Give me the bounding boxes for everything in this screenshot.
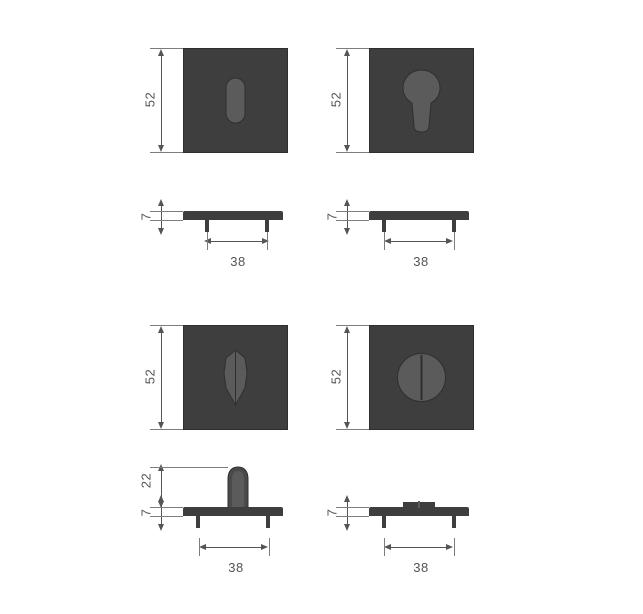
side-pin-right xyxy=(265,220,269,232)
dim-arrow-down xyxy=(158,145,164,152)
ext-line-width-right xyxy=(267,232,268,250)
side-coin-lug-slot xyxy=(418,501,420,508)
dim-arrow-thickness-down xyxy=(344,524,350,531)
ext-line-width-left xyxy=(384,538,385,556)
dim-line-height xyxy=(161,52,162,149)
dim-arrow-thickness-up xyxy=(158,495,164,502)
side-pin-left xyxy=(196,516,200,528)
ext-line-thickness-top xyxy=(150,507,183,508)
ext-line-width-right xyxy=(454,538,455,556)
dim-label-thickness: 7 xyxy=(324,212,340,221)
view-thumbturn-rosette xyxy=(0,290,320,614)
ext-line-width-left xyxy=(207,232,208,250)
dim-label-height: 52 xyxy=(142,368,158,385)
side-bar xyxy=(369,211,469,220)
ext-line-width-left xyxy=(384,232,385,250)
dim-arrow-width-left xyxy=(199,544,206,550)
side-bar xyxy=(183,211,283,220)
dim-line-thickness xyxy=(161,502,162,524)
side-pin-left xyxy=(205,220,209,232)
side-bar xyxy=(369,507,469,516)
side-pin-right xyxy=(452,220,456,232)
dim-arrow-thickness-up xyxy=(158,199,164,206)
dim-line-height xyxy=(347,329,348,426)
dim-line-height xyxy=(347,52,348,149)
ext-line-width-left xyxy=(199,538,200,556)
ext-line-bottom xyxy=(150,152,183,153)
ext-line-top xyxy=(336,48,369,49)
ext-line-bottom xyxy=(336,152,369,153)
ext-line-thickness-bottom xyxy=(150,220,183,221)
ext-line-thickness-bottom xyxy=(150,516,183,517)
dim-arrow-width-right xyxy=(261,544,268,550)
dim-line-height xyxy=(161,329,162,426)
ext-line-width-right xyxy=(454,232,455,250)
dim-line-width xyxy=(388,547,450,548)
dim-arrow-width-left xyxy=(384,544,391,550)
dim-label-width: 38 xyxy=(413,254,429,269)
ext-line-thickness-bottom xyxy=(336,220,369,221)
view-oval-keyhole-rosette xyxy=(0,0,320,290)
dim-arrow-width-right xyxy=(446,238,453,244)
dim-label-knob-height: 22 xyxy=(138,472,154,489)
dim-arrow-width-left xyxy=(384,238,391,244)
dim-label-height: 52 xyxy=(328,91,344,108)
dim-arrow-up xyxy=(158,326,164,333)
coin-slot-disc-cutout xyxy=(369,325,474,430)
dim-line-thickness xyxy=(347,206,348,228)
dim-arrow-width-right xyxy=(446,544,453,550)
dim-label-thickness: 7 xyxy=(138,212,154,221)
dim-arrow-down xyxy=(344,145,350,152)
dim-label-height: 52 xyxy=(142,91,158,108)
dim-line-thickness xyxy=(347,502,348,524)
dim-line-thickness xyxy=(161,206,162,228)
ext-line-top xyxy=(336,325,369,326)
dim-label-thickness: 7 xyxy=(324,508,340,517)
ext-line-top xyxy=(150,48,183,49)
dim-label-width: 38 xyxy=(230,254,246,269)
thumbturn-knob-cutout xyxy=(183,325,288,430)
dim-arrow-down xyxy=(158,422,164,429)
ext-line-thickness-top xyxy=(150,211,183,212)
ext-line-thickness-top xyxy=(336,211,369,212)
euro-profile-keyhole-cutout xyxy=(369,48,474,153)
ext-line-bottom xyxy=(336,429,369,430)
dim-arrow-thickness-up xyxy=(344,199,350,206)
dim-arrow-thickness-down xyxy=(158,228,164,235)
side-pin-left xyxy=(382,516,386,528)
dim-line-width xyxy=(203,547,265,548)
dim-arrow-thickness-up xyxy=(344,495,350,502)
ext-line-top xyxy=(150,325,183,326)
side-knob xyxy=(216,465,260,509)
side-pin-right xyxy=(266,516,270,528)
ext-line-bottom xyxy=(150,429,183,430)
dim-arrow-up xyxy=(158,49,164,56)
view-coin-release-rosette xyxy=(320,290,643,614)
dim-label-width: 38 xyxy=(413,560,429,575)
dim-label-width: 38 xyxy=(228,560,244,575)
side-pin-right xyxy=(452,516,456,528)
dim-arrow-thickness-down xyxy=(158,524,164,531)
dim-arrow-down xyxy=(344,422,350,429)
ext-line-thickness-bottom xyxy=(336,516,369,517)
dim-arrow-up xyxy=(344,326,350,333)
ext-line-knob-top xyxy=(150,467,228,468)
ext-line-width-right xyxy=(269,538,270,556)
side-pin-left xyxy=(382,220,386,232)
dim-line-width xyxy=(208,241,266,242)
dim-line-width xyxy=(388,241,450,242)
side-bar xyxy=(183,507,283,516)
view-euro-profile-cylinder-rosette xyxy=(320,0,643,290)
dim-label-thickness: 7 xyxy=(138,508,154,517)
dim-arrow-thickness-down xyxy=(344,228,350,235)
ext-line-thickness-top xyxy=(336,507,369,508)
dim-arrow-up xyxy=(344,49,350,56)
oval-slot-cutout xyxy=(183,48,288,153)
dim-label-height: 52 xyxy=(328,368,344,385)
